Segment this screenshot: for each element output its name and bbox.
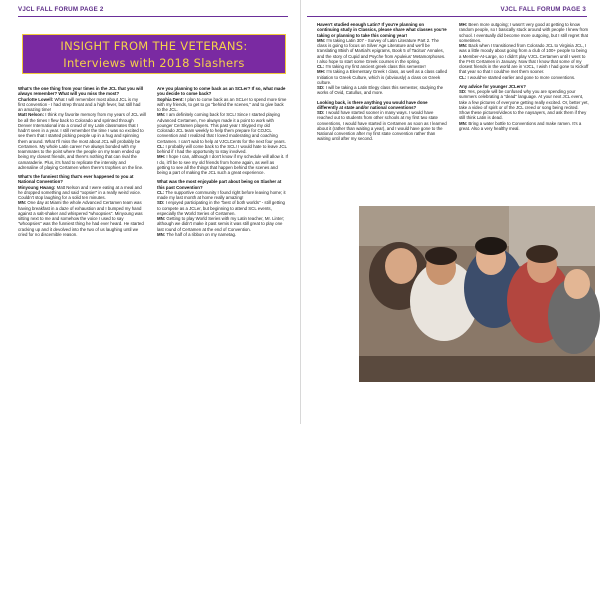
speaker-name: MN:	[459, 120, 468, 126]
interview-answer	[157, 190, 288, 201]
header-rule-right	[307, 16, 587, 17]
answer-text: What I will remember most about JCL is my first convention - I had strep throat and a high fever, but still had an amazing time!	[18, 96, 141, 112]
speaker-name: Minyoung Hwang:	[18, 184, 56, 190]
photo-caption: (l-r) Ian Hochberg, John Kim, Minyoung Hwang, Matt Nelson, Simon Van Der Weide	[419, 578, 524, 599]
article-column	[317, 22, 447, 142]
answer-text: Yes, people will be confused why you are spending your summers celebrating a "dead" language. At your next JCL event, take a few pictures of everyone getting really excited. Or, better yet, take a video of spirit or of the JCL creed or song being recited. Show these pictures/videos to the naysayers, and ask them if they still think Latin is dead.	[459, 89, 589, 121]
speaker-name: CL:	[157, 143, 165, 149]
header-rule-left	[18, 16, 288, 17]
speaker-name: MH:	[317, 69, 326, 75]
interview-answer	[157, 216, 288, 232]
interview-answer	[459, 75, 589, 80]
title-banner	[22, 34, 286, 74]
answer-text: Been more outgoing; I wasn't very good at getting to know random people, so I basically stuck around with people I knew from school. I eventually did become more outgoing, but I still regret that sometimes.	[459, 22, 589, 43]
page-header-left: VJCL FALL FORUM PAGE 2	[18, 6, 104, 13]
speaker-name: MN:	[18, 200, 27, 206]
answer-text: I think my favorite memory from my years of JCL will be all the times I flew back to Colorado and sprinted through Denver International into a crowd of my Latin classmates that I hadn't seen in a year. I still remember the time I was so excited to see them that I started picking people up in a hug and spinning them around. What I'll miss the most about JCL will probably be Certamen. My whole Latin career I've always bonded with my teammates to the point where the people on my team ended up being my closest friends, and there's nothing that can rival the camaraderie. Plus, it's hard to replicate the intensity and adrenaline of playing Certamen when there's trophies on the line.	[18, 112, 146, 170]
speaker-name: Charlotte Lowell:	[18, 96, 54, 102]
answer-text: I would've started earlier and gone to more conventions.	[466, 74, 576, 80]
interview-question: Looking back, is there anything you would have done differently at state and/or national conventions?	[317, 99, 428, 110]
answer-text: Back when I transitioned from Colorado JCL to Virginia JCL, I was a little moody about going from a club of 100+ people to being a Member-At-Large, so I didn't play VJCL Certamen until I went to the FHS Certamen in January. Now that I know that some of my closest friends in the world are in VJCL, I wish I had gone to Kickoff that year so that I could've met them sooner.	[459, 43, 589, 75]
answer-text: One day at Miami the whole Advanced Certamen team was having breakfast in a daze of exhaustion and I bumped my hand against a salt-shaker and whispered "whoopsies". Minyoung was sitting next to me and somehow the voice I used to say "whoopsies" was the funniest thing he had ever heard. He started cracking up and it devolved into the two of us laughing until we cried for no discernible reason.	[18, 200, 144, 237]
right-page	[300, 0, 600, 599]
speaker-name: Matt Nelson:	[18, 112, 45, 118]
interview-answer	[459, 43, 589, 75]
interview-answer	[317, 69, 447, 85]
answer-text: I would have started sooner in many ways. I would have reached out to students from other schools at my first two state conventions, I would have started in Certamen as soon as I learned about it (rather than waiting a year), and I would have gone to the National convention after my first state convention rather than waiting until after my second.	[317, 110, 447, 142]
answer-text: Getting to play World Series with my Latin teacher, Mr. Linter; although we didn't make it past semis it was still great to play one last round of Certamen at the end of Convention.	[157, 216, 285, 232]
speaker-name: MN:	[317, 37, 326, 43]
speaker-name: SD:	[317, 110, 325, 115]
group-photo-illustration	[359, 206, 595, 382]
answer-text: I enjoyed participating in the "best of both worlds" - still getting to compete as a JCLer, but beginning to attend SCL events, especially the World Series of Certamen.	[157, 200, 285, 216]
interview-answer	[157, 112, 288, 144]
answer-text: Bring a water bottle to Conventions and make ramen. It's a great. Also a very healthy meal.	[459, 120, 582, 131]
article-column	[459, 22, 589, 131]
speaker-name: CL:	[317, 64, 325, 69]
interview-answer	[157, 232, 288, 237]
answer-text: I'm taking a Elementary Greek I class, as well as a class called Initiation to Greek Culture, which is (obviously) a class on Greek culture.	[317, 69, 447, 85]
speaker-name: MN:	[157, 231, 166, 237]
answer-text: I'm taking my first ancient greek class this semester!	[324, 64, 426, 69]
speaker-name: MH:	[459, 22, 468, 27]
answer-text: I will be taking a Latin Elegy class this semester, studying the works of Ovid, Catullus, and more.	[317, 85, 444, 96]
interview-answer	[317, 38, 447, 64]
interview-answer	[459, 22, 589, 43]
interview-answer	[317, 110, 447, 142]
answer-text: The half of a ribbon on my nametag.	[165, 231, 237, 237]
interview-answer	[459, 121, 589, 132]
interview-question: What's the one thing from your times in the JCL that you will always remember? What will you miss the most?	[18, 86, 143, 97]
answer-text: I'm taking Latin 307 - Survey of Latin Literature Part 2. The class is going to focus on Silver Age Literature and we'll be translating 85ish of Martial's epigrams, Book 5 of Tacitus' Annales, and the story of Cupid and Psyche from Apuleius' Metamorphoses. I also hope to start some Greek courses in the spring.	[317, 37, 446, 64]
page-header-right: VJCL FALL FORUM PAGE 3	[500, 6, 586, 13]
left-page	[0, 0, 300, 424]
speaker-name: CL:	[459, 74, 467, 80]
answer-text: I hope I can, although I don't know if my schedule will allow it. If I do, it'll be to see my old friends from home again, as well as getting to see all the things that happen behind the scenes and being a part of making the JCL such a great experience.	[157, 154, 288, 175]
interview-answer	[157, 154, 288, 175]
interview-answer	[18, 200, 146, 237]
interview-question: Are you planning to come back as an SCLer? If so, what made you decide to come back?	[157, 86, 286, 97]
interview-answer	[157, 97, 288, 113]
group-photo	[359, 206, 595, 599]
interview-answer	[18, 112, 146, 170]
interview-question: Any advice for younger JCLers?	[459, 83, 526, 89]
article-column	[18, 86, 146, 237]
interview-answer	[157, 200, 288, 216]
speaker-name: MN:	[157, 112, 166, 118]
speaker-name: SD:	[157, 200, 165, 206]
answer-text: I probably will come back to the SCL! I would hate to leave JCL behind if I had the opportunity to stay involved.	[157, 143, 287, 154]
speaker-name: SD:	[459, 89, 467, 94]
speaker-name: SD:	[317, 85, 325, 90]
interview-question: What's the funniest thing that's ever happened to you at National Convention?	[18, 174, 134, 185]
interview-question: Haven't studied enough Latin? If you're planning on continuing study in Classics, please share what classes you're taking or planning to take this coming year!	[317, 22, 447, 38]
interview-answer	[18, 185, 146, 201]
answer-text: Matt Nelson and I were eating at a meal and he dropped something and said "oopsie!" in a really weird voice. Couldn't stop laughing for a solid ten minutes.	[18, 184, 142, 200]
interview-answer	[317, 85, 447, 96]
speaker-name: CL:	[157, 189, 165, 195]
title-line-2: Interviews with 2018 Slashers	[63, 56, 245, 70]
article-column	[157, 86, 288, 237]
title-line-1: INSIGHT FROM THE VETERANS:	[60, 39, 248, 53]
interview-answer	[157, 144, 288, 155]
speaker-name: MN:	[157, 216, 166, 221]
answer-text: I plan to come back as an SCLer to spend more time with my friends, to get to go "behind the scenes," and to give back to the JCL.	[157, 96, 287, 112]
speaker-name: Sophia Dent:	[157, 96, 184, 102]
speaker-name: MH:	[157, 154, 166, 160]
answer-text: The supportive community I found right before leaving home; it made my last month at home really amazing!	[157, 189, 286, 200]
interview-question: What was the most enjoyable part about being on Slasher at this past Convention?	[157, 179, 282, 190]
speaker-name: MN:	[459, 43, 468, 48]
interview-answer	[459, 89, 589, 121]
interview-answer	[18, 97, 146, 113]
answer-text: I am definitely coming back for SCL! Since I started playing Advanced Certamen, I've always made it a point to work with younger Certamen players. This past year I Skyped my old Colorado JCL team weekly to help them prepare for COJCL convention and I realized that I loved moderating and coaching Certamen. I can't wait to help at VJCLCents for the next four years.	[157, 112, 286, 144]
